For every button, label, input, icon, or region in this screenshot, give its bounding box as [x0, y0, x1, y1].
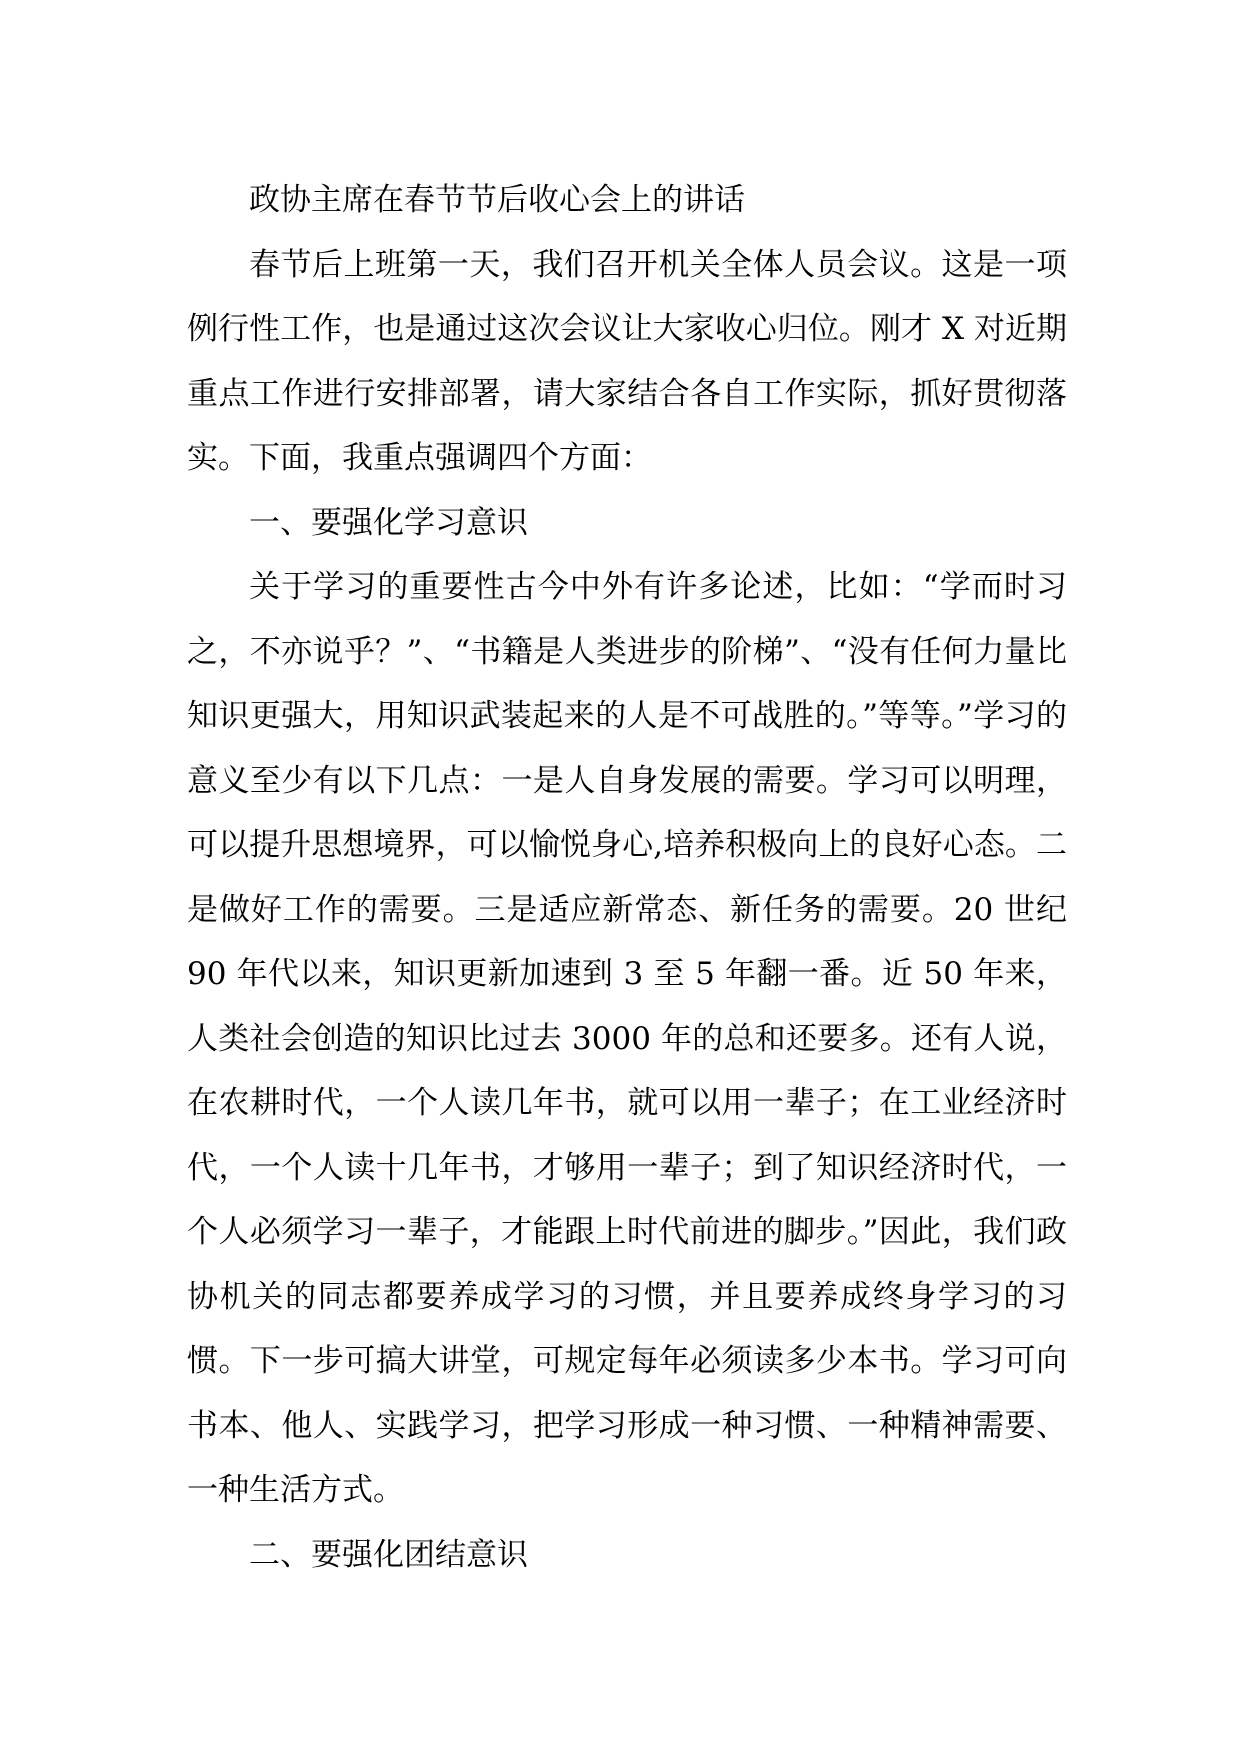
- document-body: [187, 168, 1067, 1587]
- document-title: 政协主席在春节节后收心会上的讲话: [249, 182, 745, 218]
- paragraph-intro: 春节后上班第一天，我们召开机关全体人员会议。这是一项例行性工作，也是通过这次会议让大家收心归位。刚才 X 对近期重点工作进行安排部署，请大家结合各自工作实际，抓好贯彻落实。下面，我重点强调四个方面：: [187, 246, 1067, 476]
- section-heading-1: 一、要强化学习意识: [249, 504, 528, 541]
- paragraph-learning: 关于学习的重要性古今中外有许多论述，比如：“学而时习之，不亦说乎？”、“书籍是人类进步的阶梯”、“没有任何力量比知识更强大，用知识武装起来的人是不可战胜的。”等等。”学习的意义至少有以下几点：一是人自身发展的需要。学习可以明理，可以提升思想境界，可以愉悦身心,培养积极向上的良好心态。二是做好工作的需要。三是适应新常态、新任务的需要。20 世纪 90 年代以来，知识更新加速到 3 至 5 年翻一番。近 50 年来，人类社会创造的知识比过去 3000 年的总和还要多。还有人说，在农耕时代，一个人读几年书，就可以用一辈子；在工业经济时代，一个人读十几年书，才够用一辈子；到了知识经济时代，一个人必须学习一辈子，才能跟上时代前进的脚步。”因此，我们政协机关的同志都要养成学习的习惯，并且要养成终身学习的习惯。下一步可搞大讲堂，可规定每年必须读多少本书。学习可向书本、他人、实践学习，把学习形成一种习惯、一种精神需要、一种生活方式。: [187, 569, 1067, 1508]
- section-heading-2: 二、要强化团结意识: [249, 1536, 528, 1573]
